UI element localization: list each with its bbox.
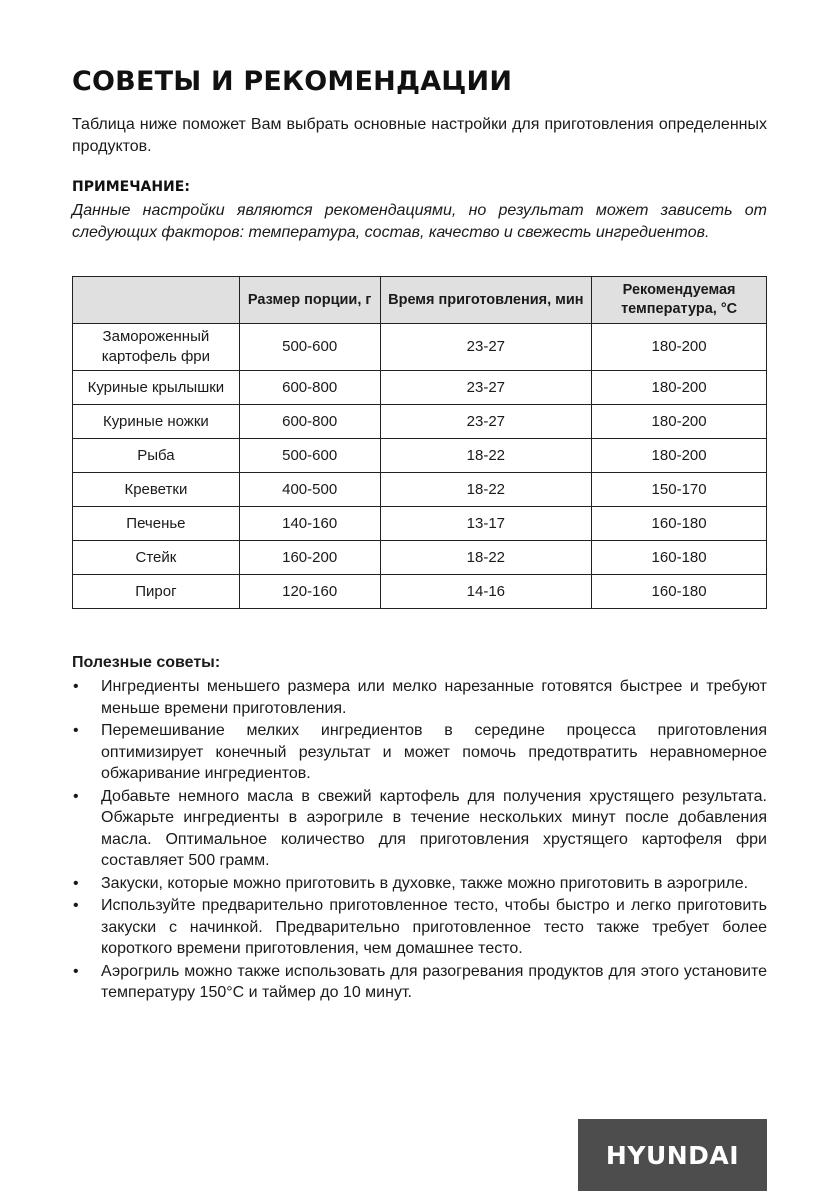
cell-portion: 400-500 — [239, 473, 380, 507]
brand-logo — [578, 1119, 767, 1191]
cell-time: 18-22 — [380, 541, 592, 575]
table-row — [73, 324, 767, 371]
cell-portion: 600-800 — [239, 371, 380, 405]
table-row — [73, 507, 767, 541]
table-header-row — [73, 277, 767, 324]
tip-text: Аэрогриль можно также использовать для разогревания продуктов для этого установите температуру 150°С и таймер до 10 минут. — [101, 962, 767, 1001]
cell-portion: 120-160 — [239, 575, 380, 609]
cell-time: 18-22 — [380, 439, 592, 473]
cell-product: Замороженный картофель фри — [73, 324, 240, 371]
cell-time: 14-16 — [380, 575, 592, 609]
cell-product: Куриные крылышки — [73, 371, 240, 405]
tips-list — [72, 676, 767, 1005]
tip-text: Используйте предварительно приготовленное тесто, чтобы быстро и легко приготовить закуски с начинкой. Предварительно приготовленное тесто также требует более короткого времени приготовления, чем домашнее тесто. — [101, 897, 767, 957]
tip-text: Добавьте немного масла в свежий картофель для получения хрустящего результата. Обжарьте ингредиенты в аэрогриле в течение нескольких минут после добавления масла. Оптимальное количество для приготовления хрустящего картофеля фри составляет 500 грамм. — [101, 787, 767, 869]
bullet-icon: • — [73, 722, 79, 739]
cell-time: 23-27 — [380, 405, 592, 439]
bullet-icon: • — [73, 962, 79, 980]
cell-time: 18-22 — [380, 473, 592, 507]
cell-time: 23-27 — [380, 371, 592, 405]
table-row — [73, 405, 767, 439]
cell-temperature: 150-170 — [592, 473, 767, 507]
cell-time: 13-17 — [380, 507, 592, 541]
tips-title: Полезные советы: — [72, 654, 221, 671]
list-item — [72, 676, 767, 719]
table-row — [73, 575, 767, 609]
cell-product: Куриные ножки — [73, 405, 240, 439]
header-cooking-time: Время приготовления, мин — [380, 277, 592, 324]
cell-temperature: 160-180 — [592, 575, 767, 609]
cell-product: Креветки — [73, 473, 240, 507]
tip-text: Перемешивание мелких ингредиентов в середине процесса приготовления оптимизирует конечный результат и может помочь предотвратить неравномерное обжаривание ингредиентов. — [101, 722, 767, 782]
table-row — [73, 473, 767, 507]
cell-product: Пирог — [73, 575, 240, 609]
list-item — [72, 720, 767, 785]
bullet-icon: • — [73, 678, 79, 695]
header-temperature: Рекомендуемая температура, °С — [592, 277, 767, 324]
cell-portion: 140-160 — [239, 507, 380, 541]
page-title: СОВЕТЫ И РЕКОМЕНДАЦИИ — [72, 66, 513, 97]
bullet-icon: • — [73, 897, 79, 914]
cell-temperature: 160-180 — [592, 507, 767, 541]
list-item — [72, 961, 767, 1004]
bullet-icon: • — [73, 787, 79, 805]
note-text: Данные настройки являются рекомендациями, но результат может зависеть от следующих факторов: температура, состав, качество и свежесть ингредиентов. — [72, 202, 767, 241]
cell-portion: 500-600 — [239, 324, 380, 371]
intro-paragraph: Таблица ниже поможет Вам выбрать основные настройки для приготовления определенных продуктов. — [72, 116, 767, 155]
cell-temperature: 180-200 — [592, 324, 767, 371]
bullet-icon: • — [73, 874, 79, 892]
tip-text: Закуски, которые можно приготовить в духовке, также можно приготовить в аэрогриле. — [101, 874, 749, 892]
list-item — [72, 873, 767, 895]
brand-name: HYUNDAI — [605, 1140, 740, 1170]
cell-product: Печенье — [73, 507, 240, 541]
list-item — [72, 895, 767, 960]
table-row — [73, 439, 767, 473]
header-product — [73, 277, 240, 324]
table-row — [73, 541, 767, 575]
cell-portion: 160-200 — [239, 541, 380, 575]
cell-portion: 600-800 — [239, 405, 380, 439]
cell-product: Стейк — [73, 541, 240, 575]
cooking-settings-table — [72, 276, 767, 609]
cell-temperature: 180-200 — [592, 371, 767, 405]
note-label: ПРИМЕЧАНИЕ: — [72, 179, 190, 195]
cell-portion: 500-600 — [239, 439, 380, 473]
header-portion-size: Размер порции, г — [239, 277, 380, 324]
cell-time: 23-27 — [380, 324, 592, 371]
cell-temperature: 160-180 — [592, 541, 767, 575]
table-row — [73, 371, 767, 405]
list-item — [72, 786, 767, 872]
cell-temperature: 180-200 — [592, 439, 767, 473]
tip-text: Ингредиенты меньшего размера или мелко нарезанные готовятся быстрее и требуют меньше времени приготовления. — [101, 678, 767, 717]
cell-product: Рыба — [73, 439, 240, 473]
cell-temperature: 180-200 — [592, 405, 767, 439]
